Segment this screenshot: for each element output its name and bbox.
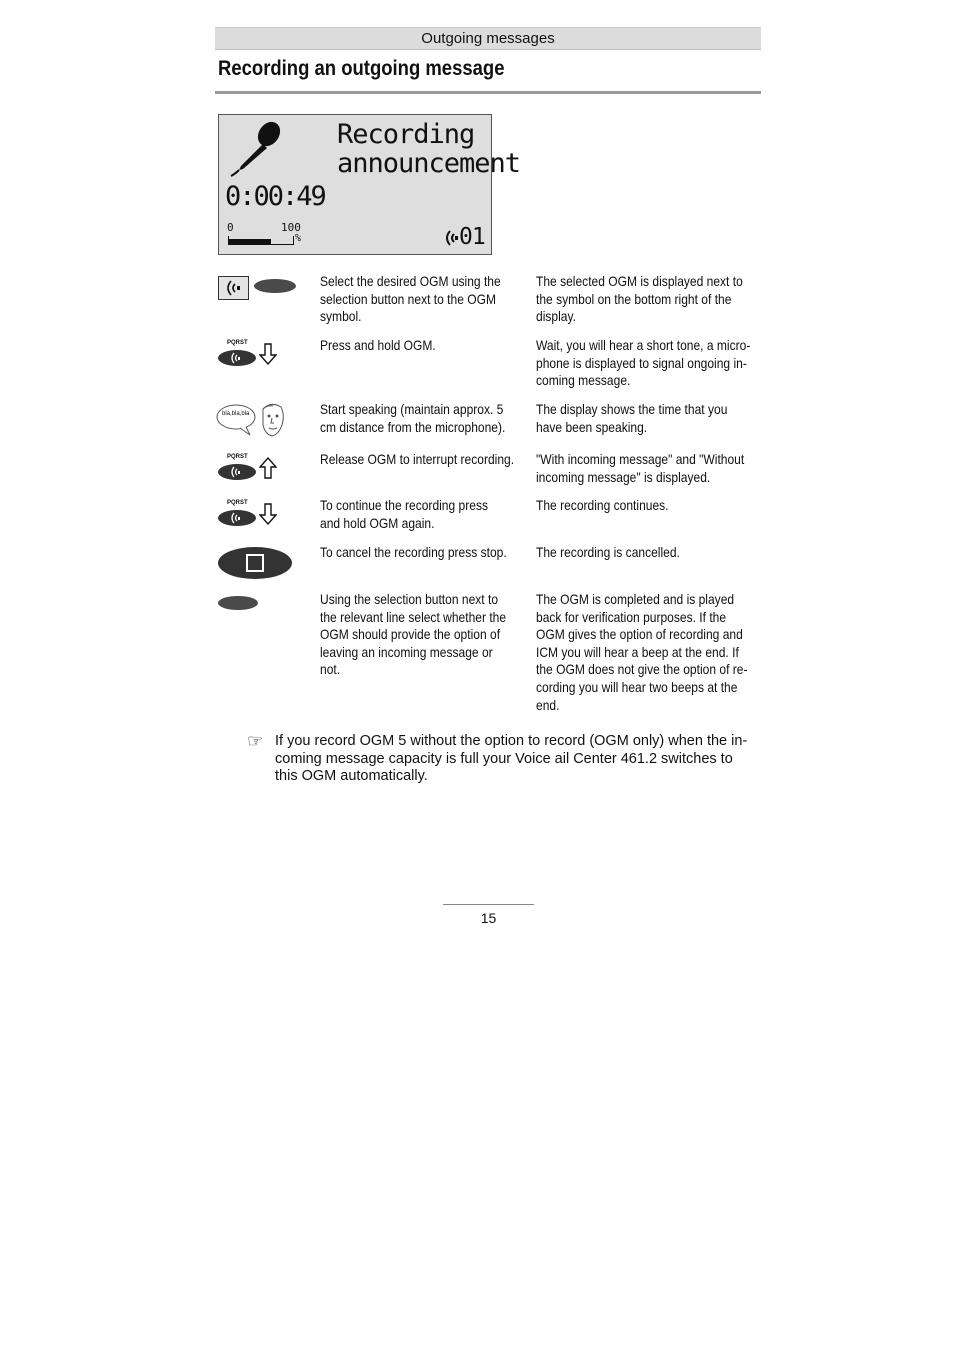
pqrst-label: PQRST <box>227 500 248 506</box>
lcd-display <box>218 114 521 255</box>
lcd-timer: 0:00:49 <box>225 181 325 212</box>
pqrst-label: PQRST <box>227 340 248 346</box>
ogm-number: 01 <box>459 224 485 250</box>
step-4-result: "With incoming message" and "Without incoming message" is displayed. <box>536 451 745 485</box>
running-header <box>215 27 761 50</box>
level-meter <box>228 236 294 245</box>
ogm-symbol-icon <box>218 276 250 301</box>
level-meter-fill <box>229 239 271 244</box>
pqrst-label: PQRST <box>227 454 248 460</box>
step-7-instruction: Using the selection button next to the relevant line select whether the OGM should provide the option of leaving an incoming message or not. <box>320 591 507 678</box>
page-title: Recording an outgoing message <box>218 57 505 80</box>
step-3-result: The display shows the time that you have been speaking. <box>536 401 728 435</box>
lcd-line-1: Recording <box>337 119 475 150</box>
microphone-icon <box>227 120 283 178</box>
speech-bubble-icon <box>216 403 258 437</box>
step-6-result: The recording is cancelled. <box>536 544 680 560</box>
title-divider <box>215 91 761 94</box>
lcd-line-2: announcement <box>337 148 521 179</box>
stop-button-icon <box>217 545 295 581</box>
selection-button-icon <box>217 595 261 611</box>
section-title: Outgoing messages <box>421 30 555 47</box>
note-text: If you record OGM 5 without the option to record (OGM only) when the in- coming message capacity is full your Voice ail Center 461.2 switches to this OGM automatically. <box>275 733 748 785</box>
step-1-instruction: Select the desired OGM using the selection button next to the OGM symbol. <box>320 273 501 325</box>
step-7-result: The OGM is completed and is played back for verification purposes. If the OGM gives the option of recording and ICM you will hear a beep at the end. If the OGM does not give the option of re- cording you will hear two beeps at the end. <box>536 591 748 713</box>
footer-divider <box>443 904 534 905</box>
ogm-symbol-icon <box>443 229 459 247</box>
pointing-hand-icon: ☞ <box>247 731 264 751</box>
step-4-instruction: Release OGM to interrupt recording. <box>320 451 515 467</box>
step-2-instruction: Press and hold OGM. <box>320 337 436 353</box>
step-5-instruction: To continue the recording press and hold OGM again. <box>320 497 488 531</box>
step-5-result: The recording continues. <box>536 497 669 513</box>
step-3-instruction: Start speaking (maintain approx. 5 cm distance from the microphone). <box>320 401 506 435</box>
selection-button-icon <box>253 278 297 294</box>
step-2-result: Wait, you will hear a short tone, a micro- phone is displayed to signal ongoing in- coming message. <box>536 337 751 389</box>
arrow-down-icon <box>259 503 277 525</box>
arrow-down-icon <box>259 343 277 365</box>
page-number: 15 <box>480 910 497 926</box>
face-icon <box>257 401 287 439</box>
level-max-label: 100 <box>281 221 301 234</box>
speech-bubble-text: bla,bla,bla <box>222 411 250 417</box>
step-6-instruction: To cancel the recording press stop. <box>320 544 507 560</box>
level-min-label: 0 <box>227 221 234 234</box>
level-unit-label: % <box>295 233 302 244</box>
arrow-up-icon <box>259 457 277 479</box>
step-1-result: The selected OGM is displayed next to the symbol on the bottom right of the display. <box>536 273 743 325</box>
